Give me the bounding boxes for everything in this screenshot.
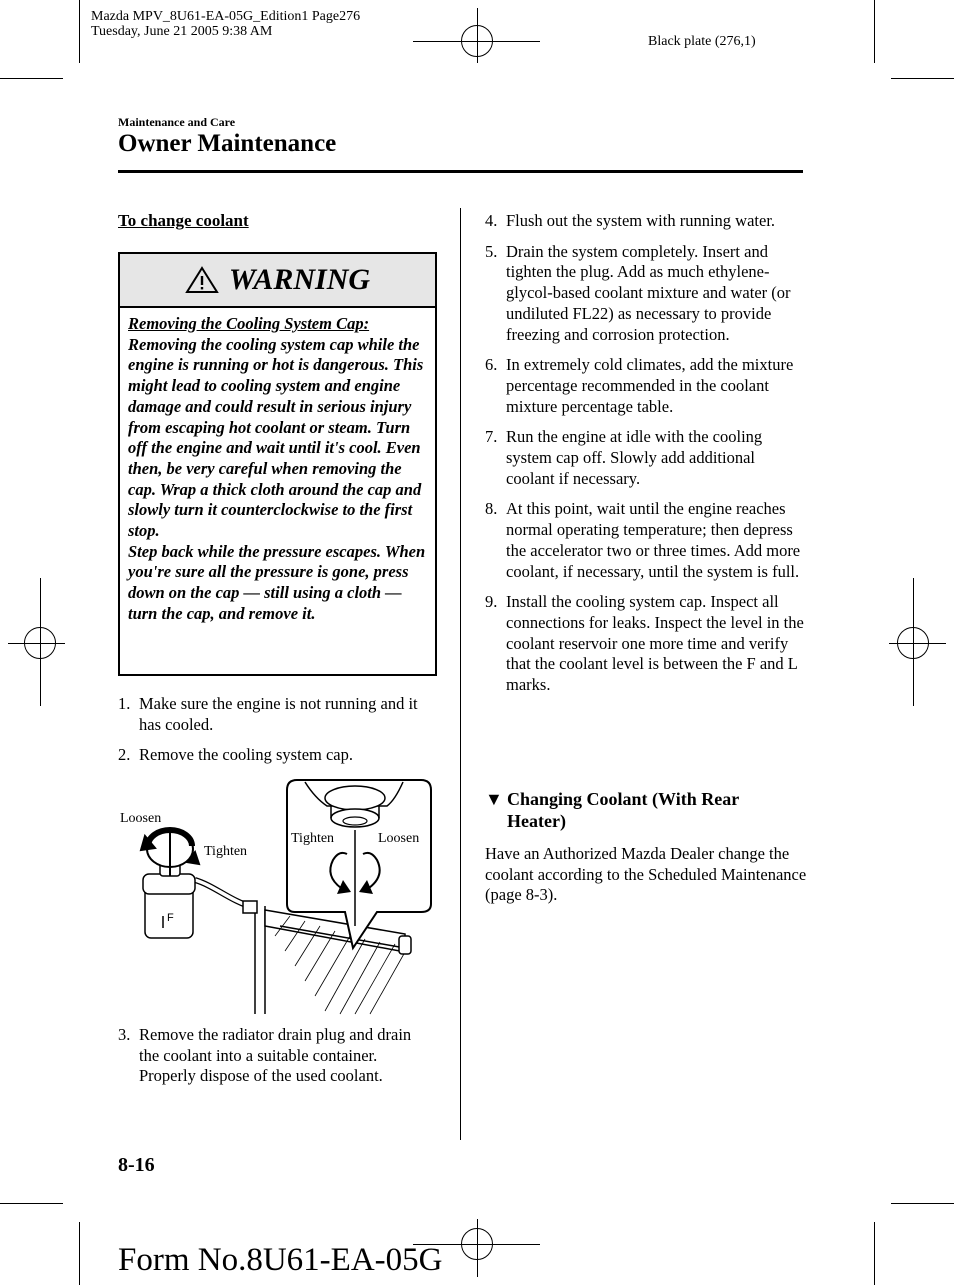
list-item: 9. Install the cooling system cap. Inspect all connections for leaks. Inspect the level in the coolant reservoir one more time and verify that the coolant level is between the F and L marks. bbox=[485, 592, 804, 695]
list-item: 1. Make sure the engine is not running and it has cooled. bbox=[118, 694, 418, 734]
svg-text:F: F bbox=[167, 912, 174, 924]
crop-mark bbox=[0, 78, 63, 79]
list-item: 8. At this point, wait until the engine reaches normal operating temperature; then depress the accelerator two or three times. Add more coolant, if necessary, until the system is full. bbox=[485, 499, 801, 581]
list-item: 3. Remove the radiator drain plug and drain the coolant into a suitable container. Properly dispose of the used coolant. bbox=[118, 1025, 412, 1086]
page-title: Owner Maintenance bbox=[118, 130, 337, 157]
dealer-paragraph: Have an Authorized Mazda Dealer change the coolant according to the Scheduled Maintenance (page 8-3). bbox=[485, 844, 807, 905]
form-number: Form No.8U61-EA-05G bbox=[118, 1242, 443, 1278]
page-number: 8-16 bbox=[118, 1154, 155, 1176]
list-item: 5. Drain the system completely. Insert and tighten the plug. Add as much ethylene-glycol-based coolant mixture and water (or undiluted FL22) as necessary to provide freezing and corrosion protection. bbox=[485, 241, 791, 344]
crop-mark bbox=[79, 1222, 80, 1285]
registration-circle bbox=[897, 627, 929, 659]
warning-title: WARNING bbox=[228, 263, 371, 296]
warning-text: Removing the cooling system cap while the engine is running or hot is dangerous. This might lead to cooling system and engine damage and could result in serious injury from escaping hot coolant or steam. Turn off the engine and wait until it's cool. Even then, be very careful when removing the cap. Wrap a thick cloth around the cap and slowly turn it counterclockwise to the first stop. bbox=[128, 334, 424, 541]
steps-list-right bbox=[485, 211, 807, 706]
label-loosen-left: Loosen bbox=[120, 811, 162, 826]
warning-icon bbox=[185, 266, 219, 294]
list-item: 2. Remove the cooling system cap. bbox=[118, 745, 353, 765]
header-rule bbox=[118, 170, 803, 173]
crop-mark bbox=[891, 1203, 954, 1204]
warning-lead: Removing the Cooling System Cap: bbox=[128, 314, 370, 333]
subhead-change-coolant: To change coolant bbox=[118, 211, 249, 230]
crop-mark bbox=[874, 1222, 875, 1285]
warning-body bbox=[120, 308, 435, 633]
crop-mark bbox=[79, 0, 80, 63]
section-label: Maintenance and Care bbox=[118, 115, 236, 129]
warning-text-2: Step back while the pressure escapes. When you're sure all the pressure is gone, press down on the cap — still using a cloth — turn the cap, and remove it. bbox=[128, 541, 426, 623]
registration-circle bbox=[24, 627, 56, 659]
warning-header bbox=[120, 254, 435, 308]
steps-list-left-2 bbox=[118, 1025, 433, 1097]
label-loosen-inset: Loosen bbox=[378, 831, 420, 846]
rotate-arrow-icon bbox=[141, 830, 199, 876]
steps-list-left bbox=[118, 694, 418, 776]
triangle-marker-icon: ▼ bbox=[485, 789, 503, 809]
crop-mark bbox=[874, 0, 875, 63]
label-tighten-inset: Tighten bbox=[291, 831, 335, 846]
label-tighten-left: Tighten bbox=[204, 844, 248, 859]
subsection-title bbox=[485, 788, 785, 832]
crop-mark bbox=[891, 78, 954, 79]
coolant-cap-illustration bbox=[115, 776, 435, 1018]
crop-mark bbox=[0, 1203, 63, 1204]
registration-circle bbox=[461, 1228, 493, 1260]
print-header bbox=[91, 9, 360, 39]
plate-label: Black plate (276,1) bbox=[648, 34, 756, 49]
warning-box bbox=[118, 252, 437, 676]
list-item: 7. Run the engine at idle with the cooling system cap off. Slowly add additional coolant if necessary. bbox=[485, 427, 763, 488]
print-header-line2: Tuesday, June 21 2005 9:38 AM bbox=[91, 24, 273, 39]
column-divider bbox=[460, 208, 461, 1140]
list-item: 6. In extremely cold climates, add the mixture percentage recommended in the coolant mixture percentage table. bbox=[485, 355, 794, 416]
list-item: 4. Flush out the system with running water. bbox=[485, 211, 776, 230]
print-header-line1: Mazda MPV_8U61-EA-05G_Edition1 Page276 bbox=[91, 9, 361, 24]
subsection-title-text: Changing Coolant (With Rear Heater) bbox=[507, 789, 739, 831]
registration-circle bbox=[461, 25, 493, 57]
